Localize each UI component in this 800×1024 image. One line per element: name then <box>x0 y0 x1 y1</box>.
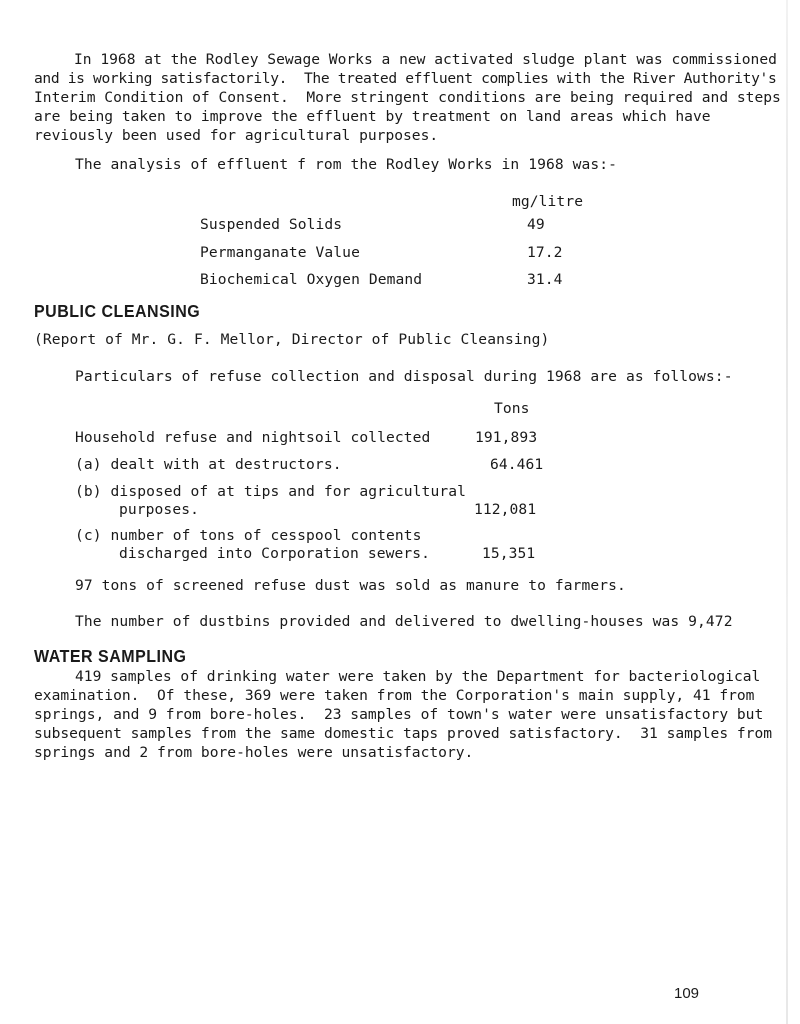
paragraph-line: reviously been used for agricultural purposes. <box>34 127 439 144</box>
item-b-line2: purposes. <box>119 501 199 518</box>
paragraph-line: subsequent samples from the same domestic taps proved satisfactory. 31 samples from <box>34 725 773 742</box>
item-c-value: 15,351 <box>482 545 536 562</box>
public-cleansing-heading: PUBLIC CLEANSING <box>34 303 201 322</box>
item-a-label: (a) dealt with at destructors. <box>75 456 342 473</box>
paragraph-line: springs and 2 from bore-holes were unsatisfactory. <box>34 744 474 761</box>
effluent-row-label: Permanganate Value <box>200 244 360 261</box>
item-b-line1: (b) disposed of at tips and for agricultural <box>75 483 466 500</box>
item-c-line2: discharged into Corporation sewers. <box>119 545 431 562</box>
dustbins-line: The number of dustbins provided and delivered to dwelling-houses was 9,472 <box>75 613 733 630</box>
effluent-unit-header: mg/litre <box>512 193 584 210</box>
paragraph-line: In 1968 at the Rodley Sewage Works a new activated sludge plant was commissioned <box>74 51 777 68</box>
paragraph-line: and is working satisfactorily. The treated effluent complies with the River Authority's <box>34 70 777 87</box>
water-sampling-paragraph <box>34 667 779 762</box>
paragraph-line: springs, and 9 from bore-holes. 23 samples of town's water were unsatisfactory but <box>34 706 764 723</box>
effluent-row-value: 17.2 <box>527 244 563 261</box>
paragraph-line: Interim Condition of Consent. More stringent conditions are being required and steps <box>34 89 781 106</box>
paragraph-line: examination. Of these, 369 were taken from the Corporation's main supply, 41 from <box>34 687 755 704</box>
effluent-row-label: Biochemical Oxygen Demand <box>200 271 423 288</box>
household-value: 191,893 <box>475 429 538 446</box>
effluent-row-value: 49 <box>527 216 545 233</box>
item-b-value: 112,081 <box>474 501 537 518</box>
effluent-row-value: 31.4 <box>527 271 563 288</box>
manure-line: 97 tons of screened refuse dust was sold as manure to farmers. <box>75 577 626 594</box>
effluent-row-label: Suspended Solids <box>200 216 343 233</box>
effluent-intro: The analysis of effluent f rom the Rodley Works in 1968 was:- <box>75 156 618 173</box>
scan-edge-line <box>786 0 788 1024</box>
page-number: 109 <box>674 985 700 1002</box>
paragraph-line: 419 samples of drinking water were taken by the Department for bacteriological <box>75 668 761 685</box>
tons-header: Tons <box>494 400 530 417</box>
paragraph-line: are being taken to improve the effluent by treatment on land areas which have <box>34 108 711 125</box>
household-label: Household refuse and nightsoil collected <box>75 429 431 446</box>
particulars-line: Particulars of refuse collection and disposal during 1968 are as follows:- <box>75 368 733 385</box>
item-c-line1: (c) number of tons of cesspool contents <box>75 527 422 544</box>
intro-paragraph <box>34 50 779 145</box>
report-line: (Report of Mr. G. F. Mellor, Director of Public Cleansing) <box>34 331 550 348</box>
water-sampling-heading: WATER SAMPLING <box>34 648 187 667</box>
item-a-value: 64.461 <box>490 456 544 473</box>
